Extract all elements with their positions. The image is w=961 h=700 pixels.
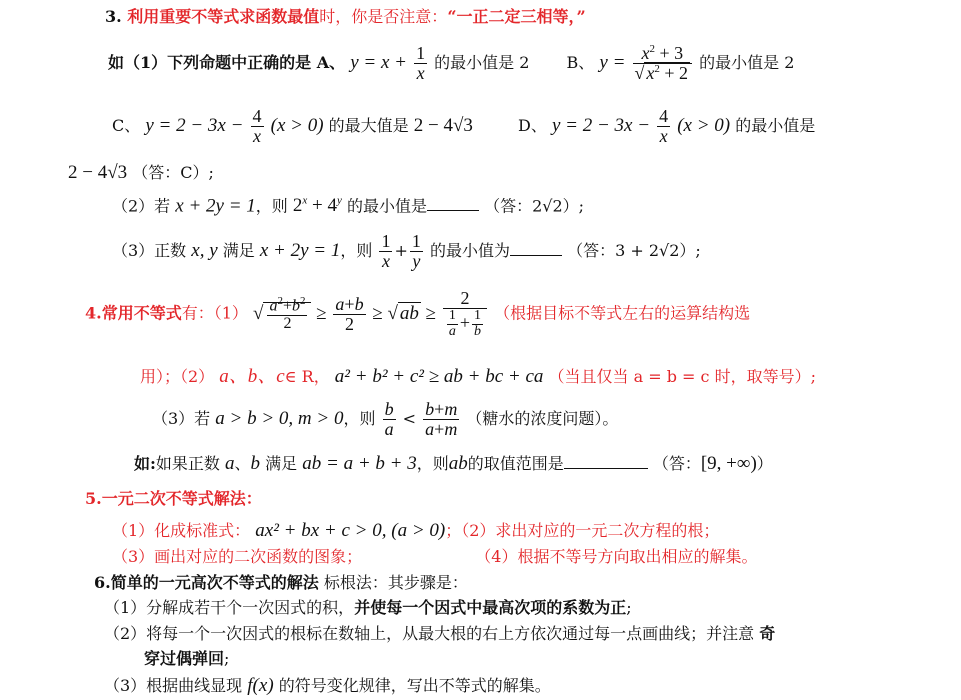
section-6-step-2-bold: 奇 bbox=[759, 624, 776, 643]
section-6-function: f(x) bbox=[247, 675, 274, 696]
section-6-step-2: （2）将每一个一次因式的根标在数轴上，从最大根的右上方依次通过每一点画曲线；并注意 bbox=[104, 624, 755, 643]
section-6-step-3-pre: （3）根据曲线显现 bbox=[104, 676, 243, 695]
option-d-value: 2 − 4√3 bbox=[68, 162, 128, 183]
sugar-water-note: （糖水的浓度问题）。 bbox=[466, 408, 619, 428]
example-label: 如: bbox=[134, 454, 156, 473]
question-2-prefix: （2）若 bbox=[112, 196, 171, 216]
section-6-step-1-line bbox=[104, 600, 632, 616]
option-b-desc: 的最小值是 2 bbox=[699, 52, 795, 72]
question-3-line: （3）正数 x, y 满足 x + 2y = 1，则 $\frac{1}{x}$ + $\frac{1}{y}$ 的最小值为 （答：3 + 2√2）; bbox=[112, 231, 701, 271]
variables-abc: a、b、c bbox=[219, 366, 285, 387]
question-1-prefix: 如（1）下列命题中正确的是 A、 bbox=[108, 52, 346, 72]
section-4-heading bbox=[85, 289, 750, 339]
inequality-3-prefix: （3）若 bbox=[152, 408, 211, 428]
section-3-title: 利用重要不等式求函数最值 bbox=[127, 7, 320, 26]
example-answer-prefix: （答： bbox=[652, 454, 701, 473]
section-3-title-rest: 时，你是否注意： bbox=[319, 7, 448, 26]
section-5-step-2: ；（2）求出对应的一元二次方程的根； bbox=[445, 521, 720, 540]
option-d-domain: (x > 0) bbox=[677, 114, 731, 136]
in-real: ∈ R， bbox=[284, 367, 330, 386]
section-6-step-1-bold: 并使每一个因式中最高次项的系数为正 bbox=[354, 598, 627, 617]
equality-note: （当且仅当 a = b = c 时，取等号）; bbox=[548, 367, 816, 386]
fraction-b: $\frac{x^2 + 3}{√ x^2 + 2}$ bbox=[633, 44, 693, 83]
fraction-4-over-x-d: $\frac{4}{x}$ bbox=[659, 106, 669, 146]
section-6-step-2b-end: ; bbox=[224, 649, 230, 668]
question-2-answer: （答：2√2）; bbox=[484, 196, 585, 216]
section-6-heading bbox=[94, 575, 468, 591]
question-3-answer: （答：3 + 2√2）; bbox=[567, 240, 701, 260]
question-3-mid: 满足 bbox=[222, 240, 255, 260]
answer-blank-2 bbox=[510, 241, 562, 256]
question-3-desc: 的最小值为 bbox=[429, 240, 510, 260]
example-text-4: 的取值范围是 bbox=[467, 454, 564, 473]
section-6-step-2-line bbox=[104, 626, 775, 642]
section-6-step-1: （1）分解成若干个一次因式的积， bbox=[104, 598, 355, 617]
fraction-4-over-x: $\frac{4}{x}$ bbox=[252, 106, 262, 146]
question-1-answer: （答：C）; bbox=[132, 163, 214, 182]
option-a-formula: y = x + bbox=[350, 51, 407, 73]
question-2-expr: $2^x + 4^y$ bbox=[292, 195, 342, 217]
inequality-3-line: （3）若 a > b > 0, m > 0，则 $\frac{b}{a}$ < $\frac{b+m}{a+m}$ （糖水的浓度问题）。 bbox=[152, 399, 619, 439]
option-d-desc: 的最小值是 bbox=[735, 115, 816, 135]
option-b-formula: y = bbox=[599, 51, 626, 73]
example-b: b bbox=[250, 453, 261, 474]
example-answer-suffix: ） bbox=[756, 454, 773, 473]
example-text-1: 如果正数 bbox=[155, 454, 220, 473]
section-6-step-3-line bbox=[104, 676, 551, 695]
inequality-2-line bbox=[140, 367, 816, 386]
section-4-title-rest: 有：（1） bbox=[181, 303, 248, 323]
section-6-title: 6.简单的一元高次不等式的解法 bbox=[94, 573, 319, 592]
section-6-step-2b-bold: 穿过偶弹回 bbox=[144, 649, 225, 668]
question-1-line bbox=[108, 44, 794, 83]
option-cd-line bbox=[112, 107, 815, 146]
fraction-1-over-x: $\frac{1}{x}$ bbox=[416, 43, 426, 83]
option-a-desc: 的最小值是 2 bbox=[434, 52, 530, 72]
fraction-bm-over-am: $\frac{b+m}{a+m}$ bbox=[425, 399, 458, 439]
example-ab: ab bbox=[448, 453, 468, 474]
question-3-vars: x, y bbox=[191, 239, 218, 261]
inequality-3-condition: a > b > 0, m > 0 bbox=[215, 407, 344, 429]
inequality-3-mid: ，则 bbox=[343, 408, 376, 428]
section-4-note-cont: 用）；（2） bbox=[140, 367, 215, 386]
section-6-title-rest: 标根法：其步骤是： bbox=[323, 573, 468, 592]
section-6-step-3-post: 的符号变化规律，写出不等式的解集。 bbox=[278, 676, 551, 695]
example-sep: 、 bbox=[234, 454, 251, 473]
option-c-label: C、 bbox=[112, 115, 141, 135]
example-answer: [9, +∞) bbox=[700, 453, 757, 474]
question-2-condition: x + 2y = 1 bbox=[175, 195, 256, 217]
section-5-step-line-2 bbox=[112, 549, 757, 565]
section-5-step-4: （4）根据不等号方向取出相应的解集。 bbox=[475, 547, 758, 566]
option-c-domain: (x > 0) bbox=[270, 114, 324, 136]
section-5-step-1: （1）化成标准式： bbox=[112, 521, 251, 540]
section-5-heading: 5.一元二次不等式解法： bbox=[85, 489, 262, 508]
section-4-note: （根据目标不等式左右的运算结构选 bbox=[494, 303, 751, 323]
fraction-1-over-y-q3: $\frac{1}{y}$ bbox=[411, 231, 421, 271]
section-4-title: 常用不等式 bbox=[101, 303, 182, 323]
section-3-number: 3. bbox=[105, 7, 128, 26]
section-5-step-line-1 bbox=[112, 521, 719, 540]
section-4-number: 4. bbox=[85, 303, 102, 323]
section-5-step-3: （3）画出对应的二次函数的图象； bbox=[112, 547, 363, 566]
question-3-prefix: （3）正数 bbox=[112, 240, 187, 260]
option-c-desc: 的最大值是 bbox=[328, 115, 409, 135]
section-3-heading bbox=[105, 9, 586, 25]
example-equation: ab = a + b + 3 bbox=[302, 453, 417, 474]
question-2-mid: ，则 bbox=[255, 196, 288, 216]
option-d-formula: y = 2 − 3x − bbox=[551, 114, 651, 136]
section-3-quote: “一正二定三相等，” bbox=[447, 7, 586, 26]
inequality-chain: √ $\frac{a^2+b^2}{2}$ ≥ $\frac{a+b}{2}$ ≥ √ ab ≥ 2 $\frac{1}{a}$ + $\frac{1}{b}$ bbox=[253, 303, 489, 324]
example-line bbox=[134, 454, 773, 473]
example-a: a bbox=[225, 453, 235, 474]
example-text-3: ，则 bbox=[416, 454, 449, 473]
standard-form-formula: ax² + bx + c > 0, (a > 0) bbox=[255, 520, 446, 541]
fraction-b-over-a: $\frac{b}{a}$ bbox=[384, 399, 394, 439]
question-2-line bbox=[112, 196, 584, 215]
option-d-label: D、 bbox=[518, 115, 547, 135]
inequality-2: a² + b² + c² ≥ ab + bc + ca bbox=[334, 366, 544, 387]
example-text-2: 满足 bbox=[265, 454, 298, 473]
option-d-value-line bbox=[68, 163, 214, 182]
option-c-formula: y = 2 − 3x − bbox=[145, 114, 244, 136]
question-2-desc: 的最小值是 bbox=[347, 196, 428, 216]
question-3-mid2: ，则 bbox=[340, 240, 373, 260]
option-b-label: B、 bbox=[566, 52, 595, 72]
fraction-1-over-x-q3: $\frac{1}{x}$ bbox=[381, 231, 391, 271]
section-6-step-2b-line bbox=[144, 651, 229, 667]
answer-blank-3 bbox=[564, 454, 648, 469]
question-3-condition: x + 2y = 1 bbox=[259, 239, 341, 261]
answer-blank bbox=[427, 196, 479, 211]
option-c-value: 2 − 4√3 bbox=[413, 114, 473, 136]
section-6-step-1-end: ; bbox=[626, 598, 632, 617]
